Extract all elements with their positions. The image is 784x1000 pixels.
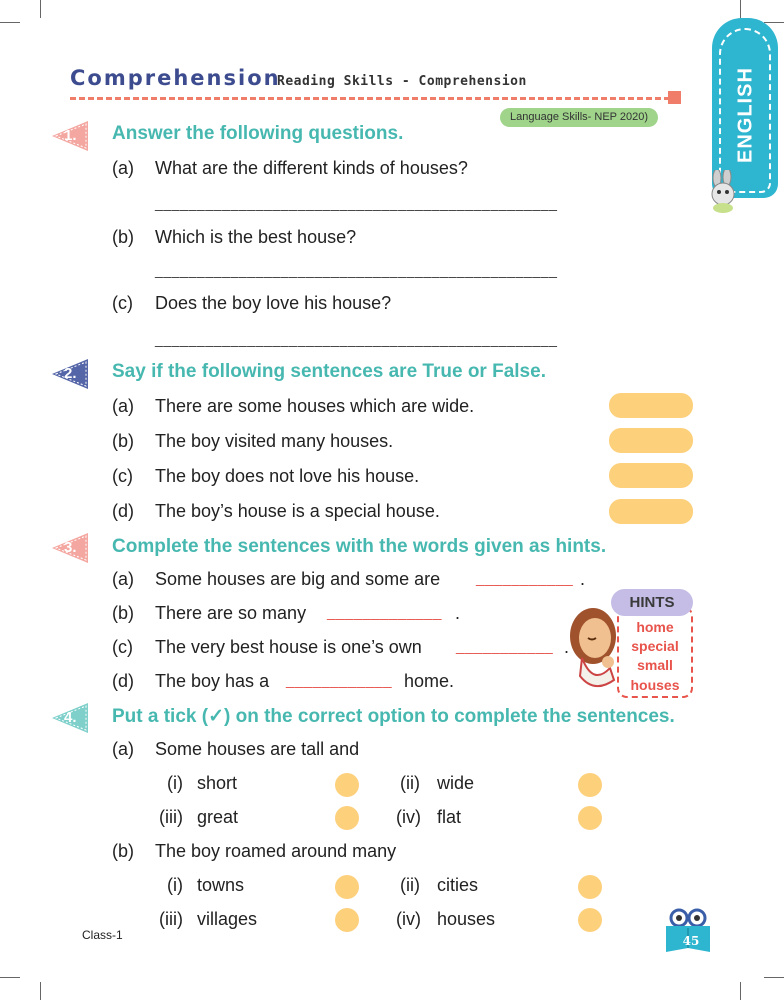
option-tick-circle[interactable] xyxy=(578,908,602,932)
statement-text: The boy’s house is a special house. xyxy=(155,501,440,521)
question-2-heading: Say if the following sentences are True or False. xyxy=(112,361,546,382)
crop-mark xyxy=(740,982,741,1000)
item-label: (a) xyxy=(112,739,134,759)
option-number: (iii) xyxy=(159,807,183,827)
fill-in-blank[interactable]: ___________ xyxy=(476,570,574,587)
true-false-answer-box[interactable] xyxy=(609,463,693,488)
option-number: (i) xyxy=(167,875,183,895)
question-number-4: 4. xyxy=(52,703,88,733)
option-text: flat xyxy=(437,807,462,827)
subject-tab-label: ENGLISH xyxy=(734,67,757,163)
sentence-text: There are so many xyxy=(155,603,307,623)
option-number: (i) xyxy=(167,773,183,793)
rabbit-mascot-icon xyxy=(703,170,743,215)
boy-character-icon xyxy=(562,600,624,690)
question-3-heading: Complete the sentences with the words given as hints. xyxy=(112,536,607,557)
option-tick-circle[interactable] xyxy=(578,875,602,899)
option-number: (ii) xyxy=(400,773,420,793)
question-1-heading: Answer the following questions. xyxy=(112,123,404,144)
language-skills-badge: Language Skills- NEP 2020) xyxy=(500,108,658,127)
sentence-text: The boy has a xyxy=(155,671,270,691)
item-label: (b) xyxy=(112,227,134,247)
option-text: towns xyxy=(197,875,245,895)
fill-in-blank[interactable]: _____________ xyxy=(327,604,442,621)
hint-word: special xyxy=(631,638,679,654)
item-label: (d) xyxy=(112,501,134,521)
crop-mark xyxy=(0,22,20,23)
divider-end-square xyxy=(668,91,681,104)
item-label: (a) xyxy=(112,396,134,416)
item-label: (b) xyxy=(112,431,134,451)
item-label: (a) xyxy=(112,158,134,178)
sentence-text: The boy roamed around many xyxy=(155,841,397,861)
option-tick-circle[interactable] xyxy=(335,773,359,797)
page-number: 45 xyxy=(682,934,700,948)
statement-text: The boy visited many houses. xyxy=(155,431,394,451)
true-false-answer-box[interactable] xyxy=(609,393,693,418)
crop-mark xyxy=(764,977,784,978)
answer-line[interactable]: ________________________________________________ xyxy=(155,331,558,347)
item-label: (c) xyxy=(112,637,133,657)
option-number: (iv) xyxy=(396,807,421,827)
answer-line[interactable]: ________________________________________________ xyxy=(155,262,558,278)
option-text: great xyxy=(197,807,239,827)
statement-text: There are some houses which are wide. xyxy=(155,396,475,416)
option-tick-circle[interactable] xyxy=(335,806,359,830)
option-tick-circle[interactable] xyxy=(335,908,359,932)
sentence-end: home. xyxy=(404,671,455,691)
option-text: wide xyxy=(437,773,475,793)
option-text: cities xyxy=(437,875,479,895)
option-text: short xyxy=(197,773,238,793)
crop-mark xyxy=(764,22,784,23)
question-number-1: 1. xyxy=(52,121,88,151)
crop-mark xyxy=(40,982,41,1000)
sentence-text: The very best house is one’s own xyxy=(155,637,422,657)
crop-mark xyxy=(740,0,741,18)
crop-mark xyxy=(40,0,41,18)
option-text: houses xyxy=(437,909,496,929)
option-tick-circle[interactable] xyxy=(335,875,359,899)
item-label: (b) xyxy=(112,603,134,623)
sentence-text: Some houses are big and some are xyxy=(155,569,441,589)
question-text: Does the boy love his house? xyxy=(155,293,392,313)
sentence-end: . xyxy=(455,603,461,623)
answer-line[interactable]: ________________________________________________ xyxy=(155,195,558,211)
item-label: (c) xyxy=(112,466,133,486)
option-tick-circle[interactable] xyxy=(578,773,602,797)
sentence-end: . xyxy=(580,569,586,589)
item-label: (b) xyxy=(112,841,134,861)
question-text: Which is the best house? xyxy=(155,227,357,247)
class-label: Class-1 xyxy=(82,928,123,942)
true-false-answer-box[interactable] xyxy=(609,428,693,453)
item-label: (a) xyxy=(112,569,134,589)
option-number: (iv) xyxy=(396,909,421,929)
hint-word: houses xyxy=(630,677,680,693)
item-label: (c) xyxy=(112,293,133,313)
page-title: Comprehension xyxy=(70,66,281,90)
question-number-2: 2. xyxy=(52,359,88,389)
question-number-3: 3. xyxy=(52,533,88,563)
hint-word: home xyxy=(636,619,674,635)
statement-text: The boy does not love his house. xyxy=(155,466,420,486)
hint-word: small xyxy=(637,657,673,673)
true-false-answer-box[interactable] xyxy=(609,499,693,524)
hints-title: HINTS xyxy=(611,589,693,616)
item-label: (d) xyxy=(112,671,134,691)
title-divider xyxy=(70,97,670,100)
question-4-heading: Put a tick (✓) on the correct option to complete the sentences. xyxy=(112,706,675,727)
fill-in-blank[interactable]: ____________ xyxy=(286,672,393,689)
option-tick-circle[interactable] xyxy=(578,806,602,830)
option-number: (ii) xyxy=(400,875,420,895)
sentence-end: . xyxy=(564,637,570,657)
page-subtitle: Reading Skills - Comprehension xyxy=(277,74,527,89)
option-text: villages xyxy=(197,909,258,929)
sentence-text: Some houses are tall and xyxy=(155,739,360,759)
question-text: What are the different kinds of houses? xyxy=(155,158,468,178)
fill-in-blank[interactable]: ___________ xyxy=(456,638,554,655)
crop-mark xyxy=(0,977,20,978)
option-number: (iii) xyxy=(159,909,183,929)
